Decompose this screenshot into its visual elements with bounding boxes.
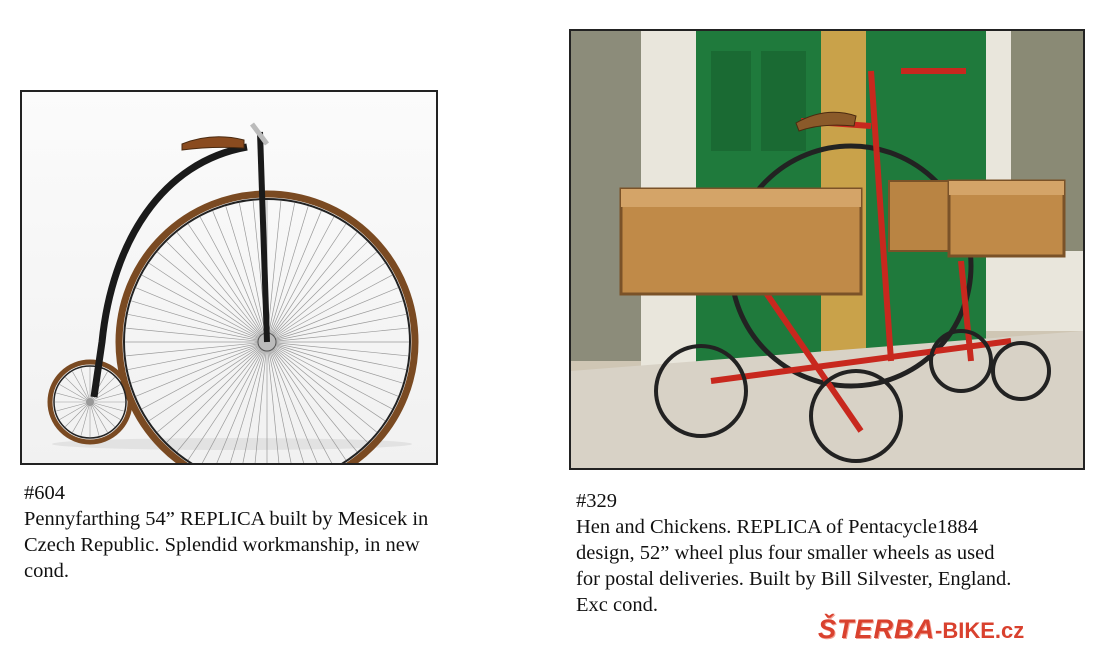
pentacycle-illustration (571, 31, 1083, 468)
spoke (267, 252, 377, 342)
spoke (200, 217, 267, 342)
sterba-bike-logo (818, 614, 1024, 648)
spoke (267, 342, 357, 452)
pennyfarthing-photo (20, 90, 438, 465)
spoke (267, 328, 408, 342)
spoke (213, 211, 267, 342)
item-number: #329 (576, 490, 617, 512)
small-wheel (50, 362, 130, 442)
caption-line: Czech Republic. Splendid workmanship, in new (24, 534, 420, 556)
item-number: #604 (24, 482, 65, 504)
spoke (126, 328, 267, 342)
spoke (157, 252, 267, 342)
spoke (126, 342, 267, 356)
caption-line: Exc cond. (576, 594, 658, 616)
spoke (177, 342, 267, 452)
spoke (267, 275, 392, 342)
spoke (267, 342, 392, 409)
caption-329 (576, 488, 1086, 618)
caption-604 (24, 480, 504, 584)
spoke (81, 368, 90, 402)
spoke (56, 393, 90, 402)
pentacycle-photo (569, 29, 1085, 470)
spoke (142, 275, 267, 342)
caption-line: cond. (24, 560, 69, 582)
spoke (136, 288, 267, 342)
pennyfarthing-illustration (22, 92, 436, 463)
spoke (142, 342, 267, 409)
spoke (177, 232, 267, 342)
spoke (267, 342, 398, 396)
spoke (90, 402, 124, 411)
spoke (267, 217, 334, 342)
spoke (267, 232, 357, 342)
spoke (81, 402, 90, 436)
logo-dash: - (935, 618, 943, 643)
spoke (267, 342, 408, 356)
saddle (182, 137, 244, 150)
spoke (136, 342, 267, 396)
caption-line: Hen and Chickens. REPLICA of Pentacycle1884 (576, 516, 978, 538)
caption-line: Pennyfarthing 54” REPLICA built by Mesicek in (24, 508, 429, 530)
spoke (56, 402, 90, 411)
caption-line: design, 52” wheel plus four smaller wheels as used (576, 542, 995, 564)
spoke (267, 288, 398, 342)
spoke (90, 402, 99, 436)
spoke (157, 342, 267, 432)
caption-line: for postal deliveries. Built by Bill Silvester, England. (576, 568, 1012, 590)
spoke (267, 211, 321, 342)
spoke (267, 342, 377, 432)
logo-brand: ŠTERBA (818, 614, 936, 644)
logo-suffix: BIKE.cz (942, 618, 1025, 643)
